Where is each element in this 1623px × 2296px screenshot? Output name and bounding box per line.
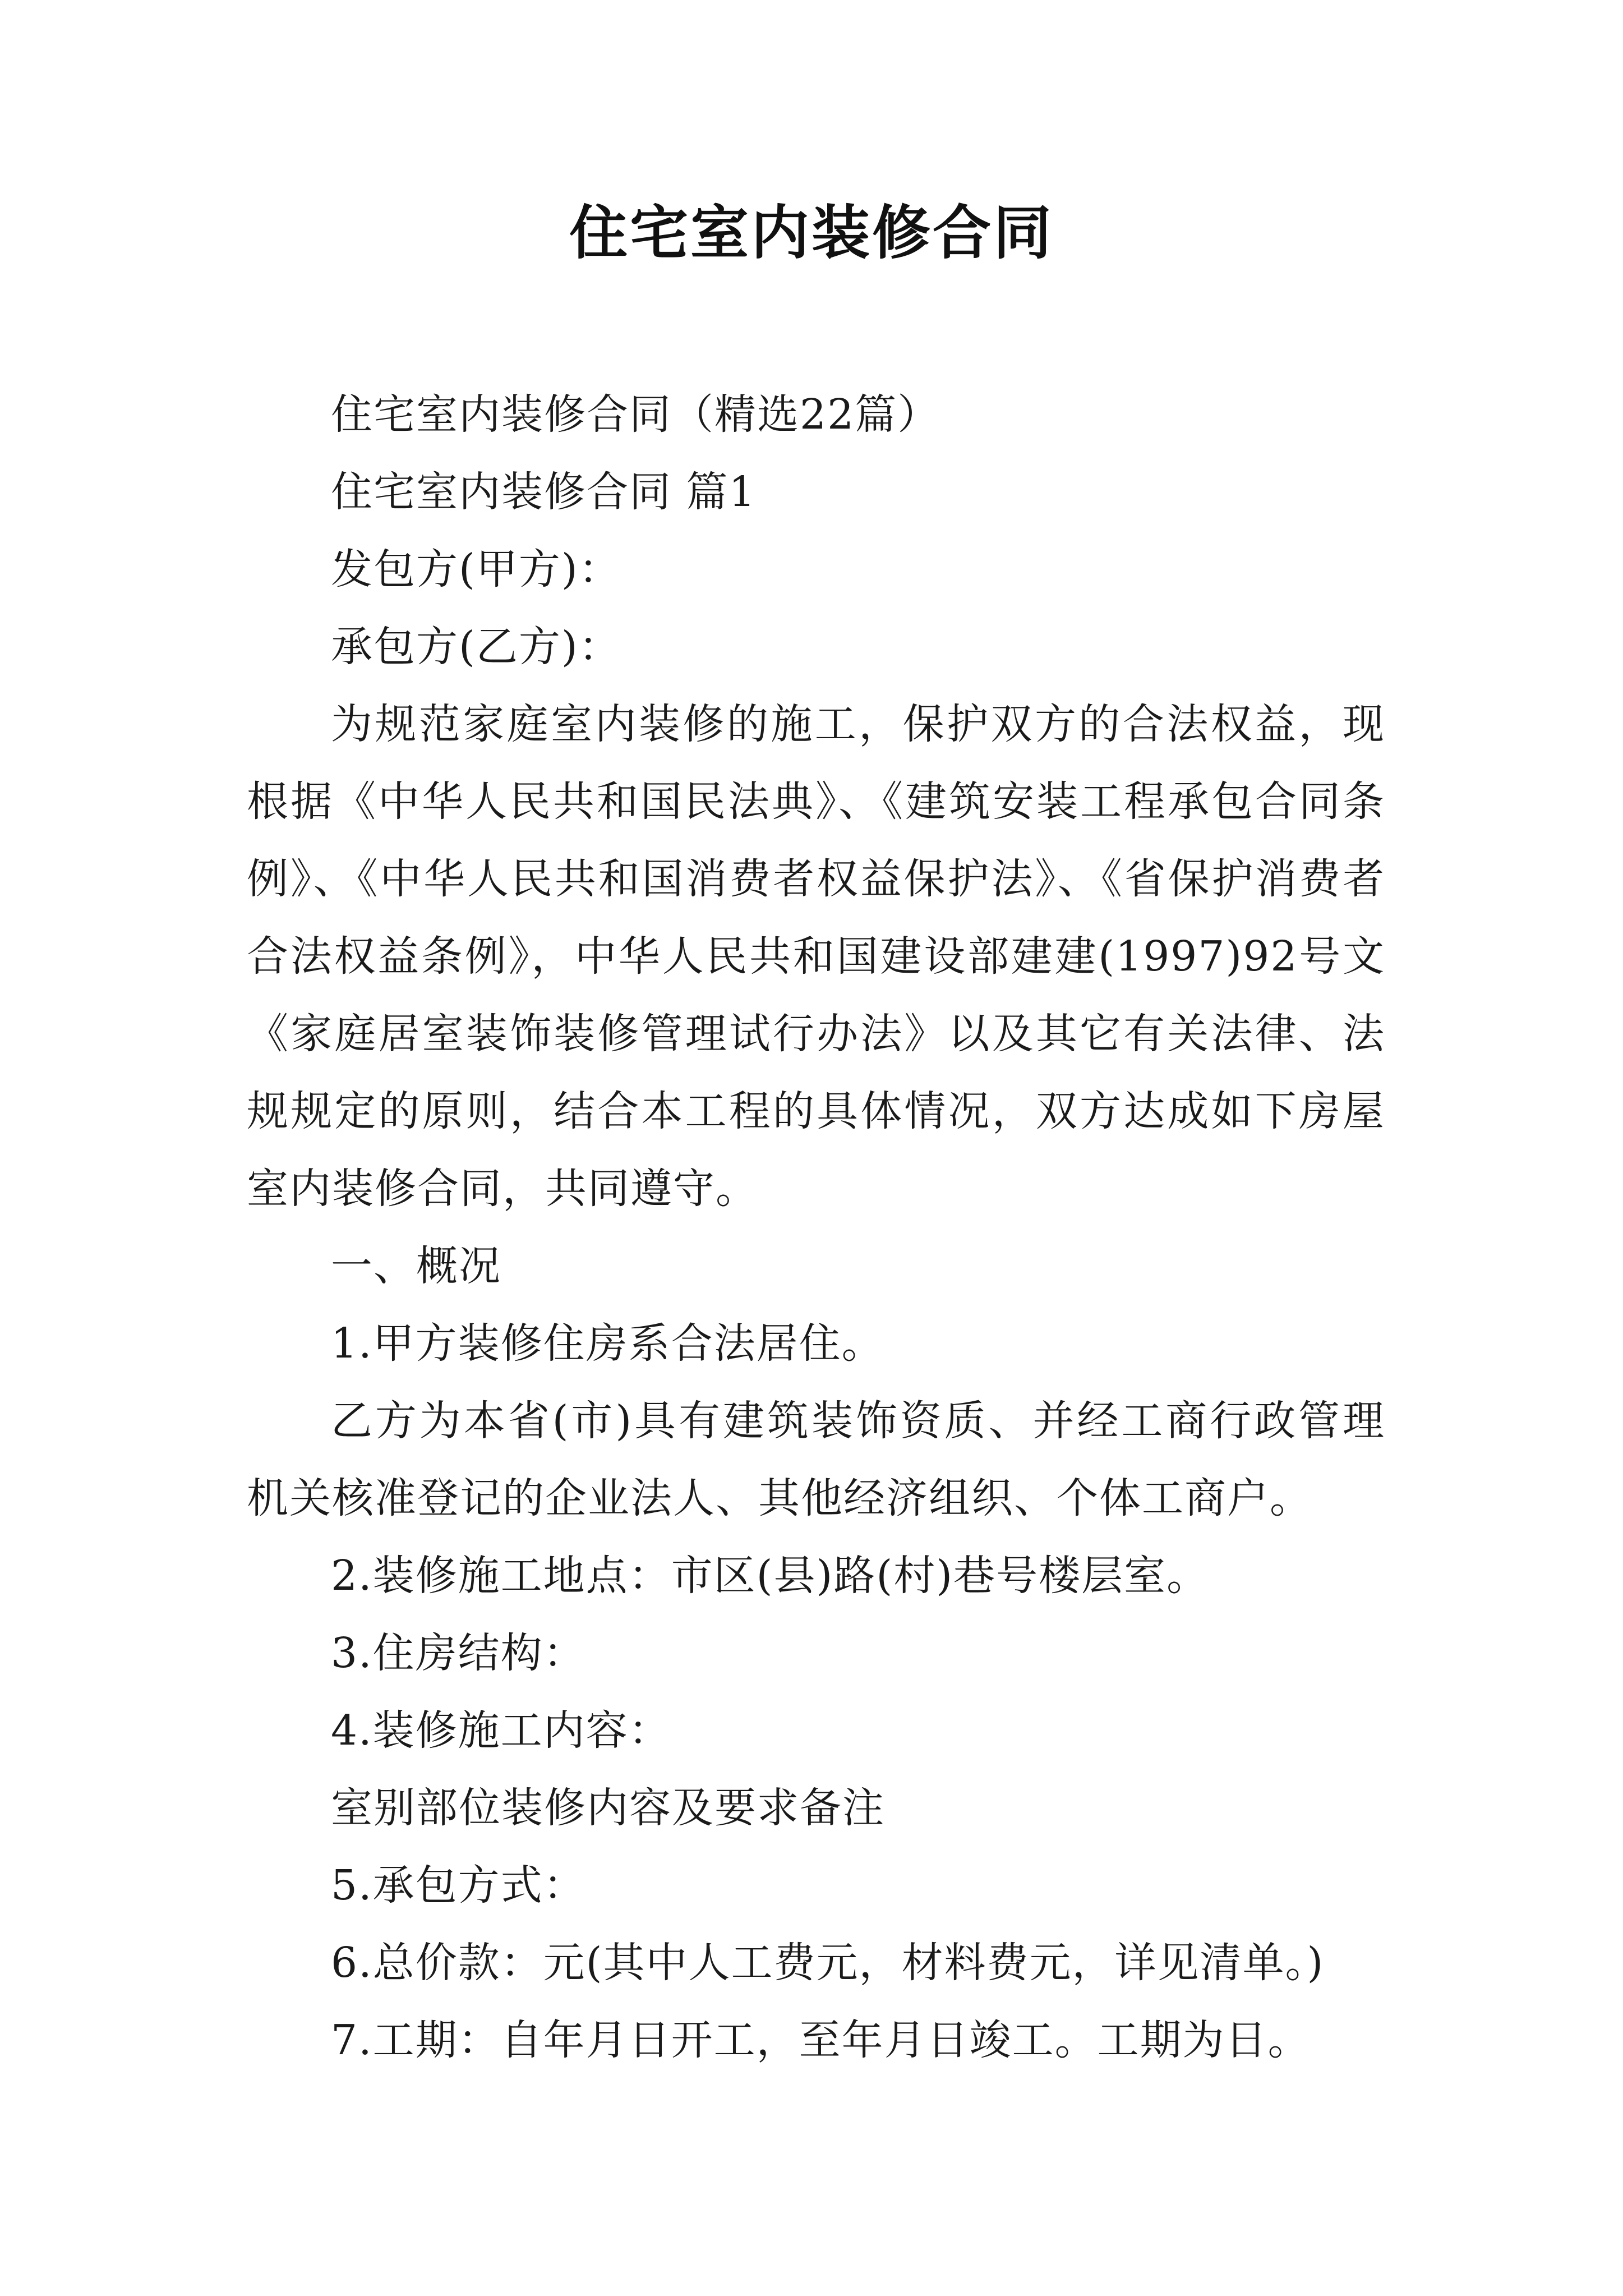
party-a-line: 发包方(甲方)： xyxy=(331,545,621,593)
subtitle-line: 住宅室内装修合同（精选22篇） xyxy=(331,390,940,439)
document-title: 住宅室内装修合同 xyxy=(569,199,1054,267)
clause-1-contractor: 乙方为本省(市)具有建筑装饰资质、并经工商行政管理机关核准登记的企业法人、其他经济组织、个体工商户。 xyxy=(247,1397,1385,1522)
clause-3-structure: 3.住房结构： xyxy=(331,1629,586,1677)
clause-4-content: 4.装修施工内容： xyxy=(331,1706,671,1755)
document-body xyxy=(247,376,1385,2079)
overview-heading: 一、概况 xyxy=(331,1242,501,1290)
clause-4-table-header: 室别部位装修内容及要求备注 xyxy=(331,1784,885,1832)
section-heading: 住宅室内装修合同 篇1 xyxy=(331,468,757,516)
clause-5-method: 5.承包方式： xyxy=(331,1861,586,1910)
clause-7-period: 7.工期：自年月日开工，至年月日竣工。工期为日。 xyxy=(331,2016,1311,2064)
clause-2-location: 2.装修施工地点：市区(县)路(村)巷号楼层室。 xyxy=(331,1552,1210,1600)
clause-1: 1.甲方装修住房系合法居住。 xyxy=(331,1319,884,1368)
preamble-paragraph: 为规范家庭室内装修的施工，保护双方的合法权益，现根据《中华人民共和国民法典》、《建筑安装工程承包合同条例》、《中华人民共和国消费者权益保护法》、《省保护消费者合法权益条例》，中华人民共和国建设部建建(1997)92号文《家庭居室装饰装修管理试行办法》以及其它有关法律、法规规定的原则，结合本工程的具体情况，双方达成如下房屋室内装修合同，共同遵守。 xyxy=(247,700,1385,1213)
party-b-line: 承包方(乙方)： xyxy=(331,623,621,671)
clause-6-price: 6.总价款：元(其中人工费元，材料费元，详见清单。) xyxy=(331,1939,1325,1987)
